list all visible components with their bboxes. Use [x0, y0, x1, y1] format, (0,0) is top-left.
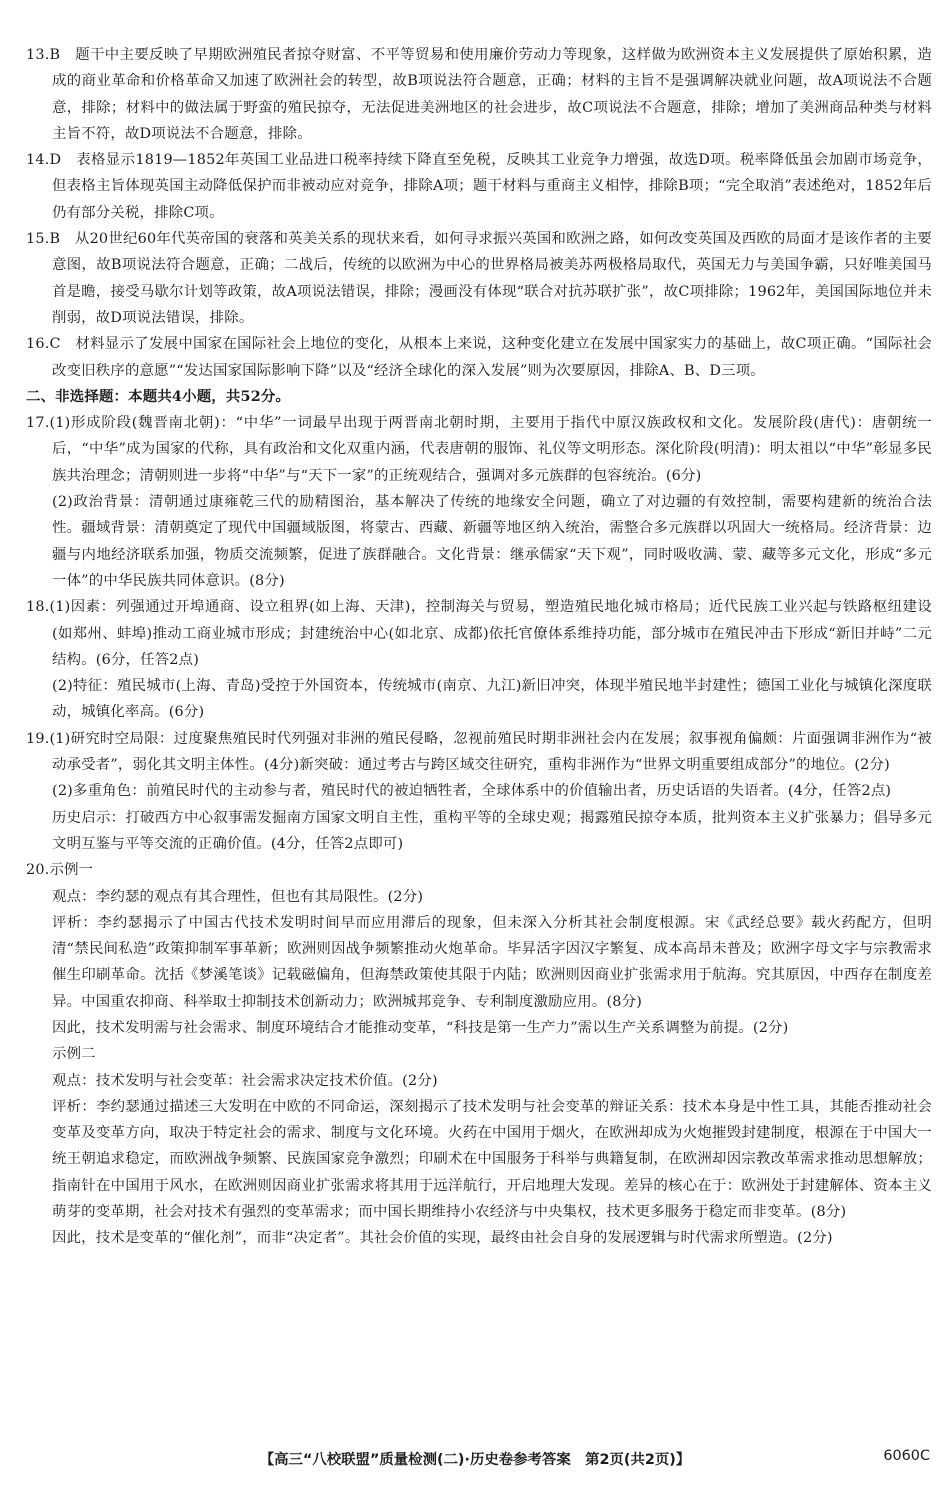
answer-20-label: 20.示例一 — [26, 862, 94, 879]
page-footer: 【高三“八校联盟”质量检测(二)·历史卷参考答案 第2页(共2页)】 — [259, 1452, 691, 1468]
section-title: 二、非选择题：本题共4小题，共52分。 — [26, 387, 291, 405]
example2-view: 观点：技术发明与社会变革：社会需求决定技术价值。(2分) — [52, 1072, 438, 1089]
example1-view: 观点：李约瑟的观点有其合理性，但也有其局限性。(2分) — [52, 888, 424, 905]
answer-13: 13.B 题干中主要反映了早期欧洲殖民者掠夺财富、不平等贸易和使用廉价劳动力等现象，这样做为欧洲资本主义发展提供了原始积累，造成的商业革命和价格革命又加速了欧洲社会的转型，故B项说法符合题意，正确；材料的主旨不是强调解决就业问题，故A项说法不合题意，排除；材料中的做法属于野蛮的殖民掠夺，无法促进美洲地区的社会进步，故C项说法不合题意，排除；增加了美洲商品种类与材料主旨不符，故D项说法不合题意，排除。 — [26, 47, 932, 142]
answer-17-part2: (2)政治背景：清朝通过康雍乾三代的励精图治，基本解决了传统的地缘安全问题，确立了对边疆的有效控制，需要构建新的统治合法性。疆域背景：清朝奠定了现代中国疆域版图，将蒙古、西藏、新疆等地区纳入统治，需整合多元族群以巩固大一统格局。经济背景：边疆与内地经济联系加强，物质交流频繁，促进了族群融合。文化背景：继承儒家“天下观”，同时吸收满、蒙、藏等多元文化，形成“多元一体”的中华民族共同体意识。(8分) — [52, 494, 932, 589]
answer-sheet-page — [26, 42, 932, 1252]
answer-16: 16.C 材料显示了发展中国家在国际社会上地位的变化，从根本上来说，这种变化建立在发展中国家实力的基础上，故C项正确。“国际社会改变旧秩序的意愿”“发达国家国际影响下降”以及“经济全球化的深入发展”则为次要原因，排除A、B、D三项。 — [26, 336, 932, 379]
paper-code: 6060C — [883, 1448, 930, 1464]
example2-analysis: 评析：李约瑟通过描述三大发明在中欧的不同命运，深刻揭示了技术发明与社会变革的辩证关系：技术本身是中性工具，其能否推动社会变革及变革方向，取决于特定社会的需求、制度与文化环境。火药在中国用于烟火，在欧洲却成为火炮摧毁封建制度，根源在于中国大一统王朝追求稳定，而欧洲战争频繁、民族国家竞争激烈；印刷术在中国服务于科举与典籍复制，在欧洲却因宗教改革需求推动思想解放；指南针在中国用于风水，在欧洲则因商业扩张需求将其用于远洋航行，开启地理大发现。差异的核心在于：欧洲处于封建解体、资本主义萌芽的变革期，社会对技术有强烈的变革需求；而中国长期维持小农经济与中央集权，技术更多服务于稳定而非变革。(8分) — [52, 1098, 932, 1221]
example2-label: 示例二 — [52, 1046, 96, 1063]
answer-19-part1: 19.(1)研究时空局限：过度聚焦殖民时代列强对非洲的殖民侵略，忽视前殖民时期非洲社会内在发展；叙事视角偏颇：片面强调非洲作为“被动承受者”，弱化其文明主体性。(4分)新突破：通过考古与跨区域交往研究，重构非洲作为“世界文明重要组成部分”的地位。(2分) — [26, 730, 932, 774]
answer-19-part2: (2)多重角色：前殖民时代的主动参与者，殖民时代的被迫牺牲者，全球体系中的价值输出者，历史话语的失语者。(4分，任答2点) — [52, 783, 892, 800]
answer-18-part1: 18.(1)因素：列强通过开埠通商、设立租界(如上海、天津)，控制海关与贸易，塑造殖民地化城市格局；近代民族工业兴起与铁路枢纽建设(如郑州、蚌埠)推动工商业城市形成；封建统治中心(如北京、成都)依托官僚体系维持功能，部分城市在殖民冲击下形成“新旧并峙”二元结构。(6分，任答2点) — [26, 599, 932, 668]
example1-conclusion: 因此，技术发明需与社会需求、制度环境结合才能推动变革，“科技是第一生产力”需以生产关系调整为前提。(2分) — [52, 1019, 789, 1036]
answer-15: 15.B 从20世纪60年代英帝国的衰落和英美关系的现状来看，如何寻求振兴英国和欧洲之路，如何改变英国及西欧的局面才是该作者的主要意图，故B项说法符合题意，正确；二战后，传统的以欧洲为中心的世界格局被美苏两极格局取代，英国无力与美国争霸，只好唯美国马首是瞻，接受马歇尔计划等政策，故A项说法错误，排除；漫画没有体现“联合对抗苏联扩张”，故C项排除；1962年，美国国际地位并未削弱，故D项说法错误，排除。 — [26, 231, 932, 326]
example2-conclusion: 因此，技术是变革的“催化剂”，而非“决定者”。其社会价值的实现，最终由社会自身的发展逻辑与时代需求所塑造。(2分) — [52, 1230, 833, 1247]
answer-19-insight: 历史启示：打破西方中心叙事需发掘南方国家文明自主性，重构平等的全球史观；揭露殖民掠夺本质，批判资本主义扩张暴力；倡导多元文明互鉴与平等交流的正确价值。(4分，任答2点即可) — [52, 809, 932, 852]
answer-18-part2: (2)特征：殖民城市(上海、青岛)受控于外国资本，传统城市(南京、九江)新旧冲突，体现半殖民地半封建性；德国工业化与城镇化深度联动，城镇化率高。(6分) — [52, 678, 932, 721]
example1-analysis: 评析：李约瑟揭示了中国古代技术发明时间早而应用滞后的现象，但未深入分析其社会制度根源。宋《武经总要》载火药配方，但明清“禁民间私造”政策抑制军事革新；欧洲则因战争频繁推动火炮革命。毕昇活字因汉字繁复、成本高昂未普及；欧洲字母文字与宗教需求催生印刷革命。沈括《梦溪笔谈》记载磁偏角，但海禁政策使其限于内陆；欧洲则因商业扩张需求用于航海。究其原因，中西存在制度差异。中国重农抑商、科举取士抑制技术创新动力；欧洲城邦竞争、专利制度激励应用。(8分) — [52, 914, 932, 1010]
answer-14: 14.D 表格显示1819—1852年英国工业品进口税率持续下降直至免税，反映其工业竞争力增强，故选D项。税率降低虽会加剧市场竞争，但表格主旨体现英国主动降低保护而非被动应对竞争，排除A项；题干材料与重商主义相悖，排除B项；“完全取消”表述绝对，1852年后仍有部分关税，排除C项。 — [26, 152, 932, 221]
answer-17-part1: 17.(1)形成阶段(魏晋南北朝)：“中华”一词最早出现于两晋南北朝时期，主要用于指代中原汉族政权和文化。发展阶段(唐代)：唐朝统一后，“中华”成为国家的代称，具有政治和文化双重内涵，代表唐朝的服饰、礼仪等文明形态。深化阶段(明清)：明太祖以“中华”彰显多民族共治理念；清朝则进一步将“中华”与“天下一家”的正统观结合，强调对多元族群的包容统治。(6分) — [26, 415, 932, 484]
